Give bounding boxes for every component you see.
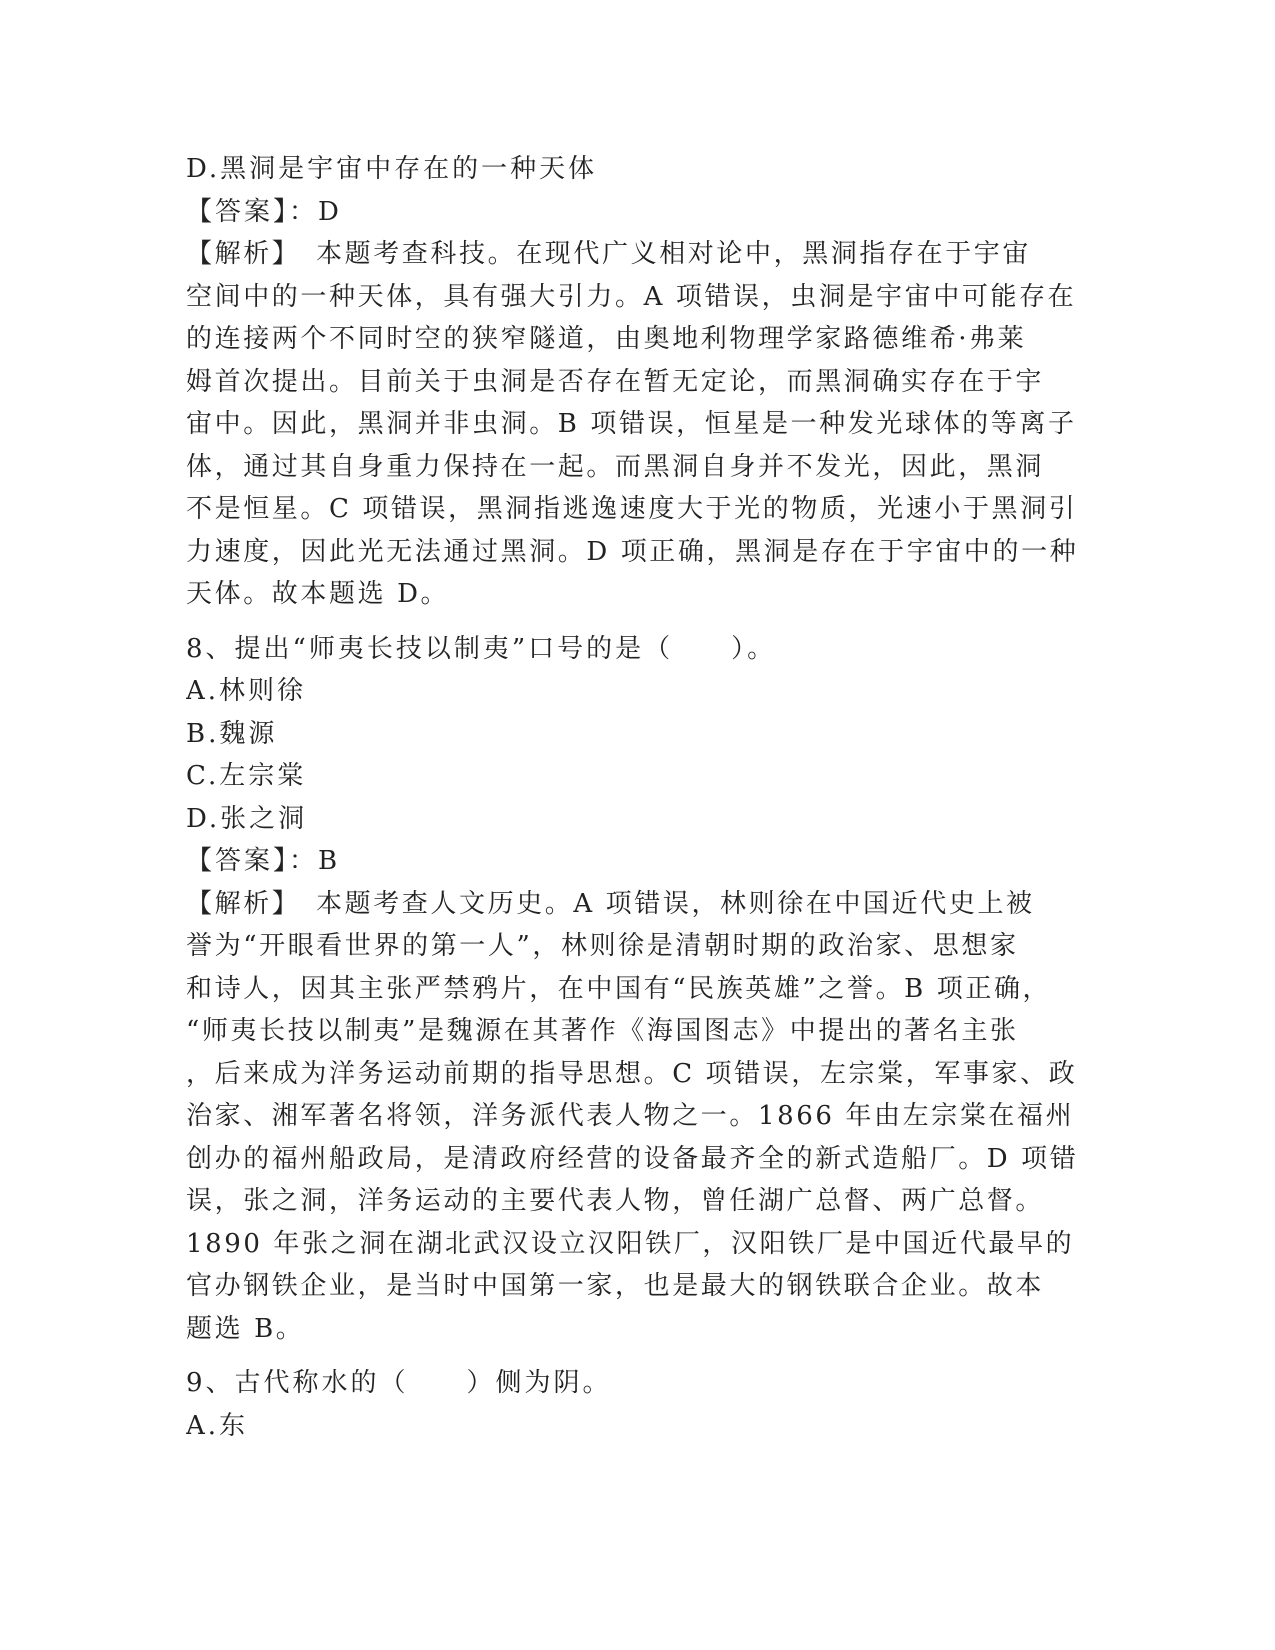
analysis-line: 官办钢铁企业，是当时中国第一家，也是最大的钢铁联合企业。故本 xyxy=(186,1271,1045,1301)
analysis-line: 【解析】 本题考查人文历史。A 项错误，林则徐在中国近代史上被 xyxy=(186,888,1035,919)
q9-question: 9、古代称水的（ ）侧为阴。 xyxy=(186,1368,612,1398)
q8-answer: 【答案】：B xyxy=(186,846,341,876)
analysis-line: 治家、湘军著名将领，洋务派代表人物之一。1866 年由左宗棠在福州 xyxy=(186,1101,1075,1131)
q7-option-d: D.黑洞是宇宙中存在的一种天体 xyxy=(186,154,598,184)
q8-question: 8、提出“师夷长技以制夷”口号的是（ ）。 xyxy=(186,633,777,664)
analysis-line: 题选 B。 xyxy=(186,1313,305,1344)
q9-option-a: A.东 xyxy=(186,1410,249,1441)
q8-option-a: A.林则徐 xyxy=(186,676,307,706)
analysis-line: 天体。故本题选 D。 xyxy=(186,579,450,609)
q8-option-d: D.张之洞 xyxy=(186,803,308,834)
analysis-line: 宙中。因此，黑洞并非虫洞。B 项错误，恒星是一种发光球体的等离子 xyxy=(186,409,1077,439)
analysis-line: 创办的福州船政局，是清政府经营的设备最齐全的新式造船厂。D 项错 xyxy=(186,1143,1078,1174)
q8-option-c: C.左宗棠 xyxy=(186,761,307,791)
analysis-line: 姆首次提出。目前关于虫洞是否存在暂无定论，而黑洞确实存在于宇 xyxy=(186,366,1045,397)
analysis-line: 不是恒星。C 项错误，黑洞指逃逸速度大于光的物质，光速小于黑洞引 xyxy=(186,494,1078,524)
analysis-line: “师夷长技以制夷”是魏源在其著作《海国图志》中提出的著名主张 xyxy=(186,1016,1019,1046)
analysis-line: 误，张之洞，洋务运动的主要代表人物，曾任湖广总督、两广总督。 xyxy=(186,1186,1045,1216)
analysis-line: 【解析】 本题考查科技。在现代广义相对论中，黑洞指存在于宇宙 xyxy=(186,239,1032,269)
analysis-line: 和诗人，因其主张严禁鸦片，在中国有“民族英雄”之誉。B 项正确， xyxy=(186,973,1052,1004)
analysis-line: ，后来成为洋务运动前期的指导思想。C 项错误，左宗棠，军事家、政 xyxy=(186,1058,1078,1089)
document-body xyxy=(186,148,1078,1447)
analysis-line: 1890 年张之洞在湖北武汉设立汉阳铁厂，汉阳铁厂是中国近代最早的 xyxy=(186,1228,1075,1259)
analysis-line: 的连接两个不同时空的狭窄隧道，由奥地利物理学家路德维希·弗莱 xyxy=(186,324,1027,354)
q7-answer: 【答案】：D xyxy=(186,196,342,227)
analysis-line: 体，通过其自身重力保持在一起。而黑洞自身并不发光，因此，黑洞 xyxy=(186,451,1045,482)
q7-analysis xyxy=(186,233,1078,616)
q8-analysis xyxy=(186,883,1078,1351)
analysis-line: 力速度，因此光无法通过黑洞。D 项正确，黑洞是存在于宇宙中的一种 xyxy=(186,536,1078,567)
analysis-line: 誉为“开眼看世界的第一人”，林则徐是清朝时期的政治家、思想家 xyxy=(186,931,1019,961)
q8-option-b: B.魏源 xyxy=(186,718,278,749)
analysis-line: 空间中的一种天体，具有强大引力。A 项错误，虫洞是宇宙中可能存在 xyxy=(186,281,1077,312)
